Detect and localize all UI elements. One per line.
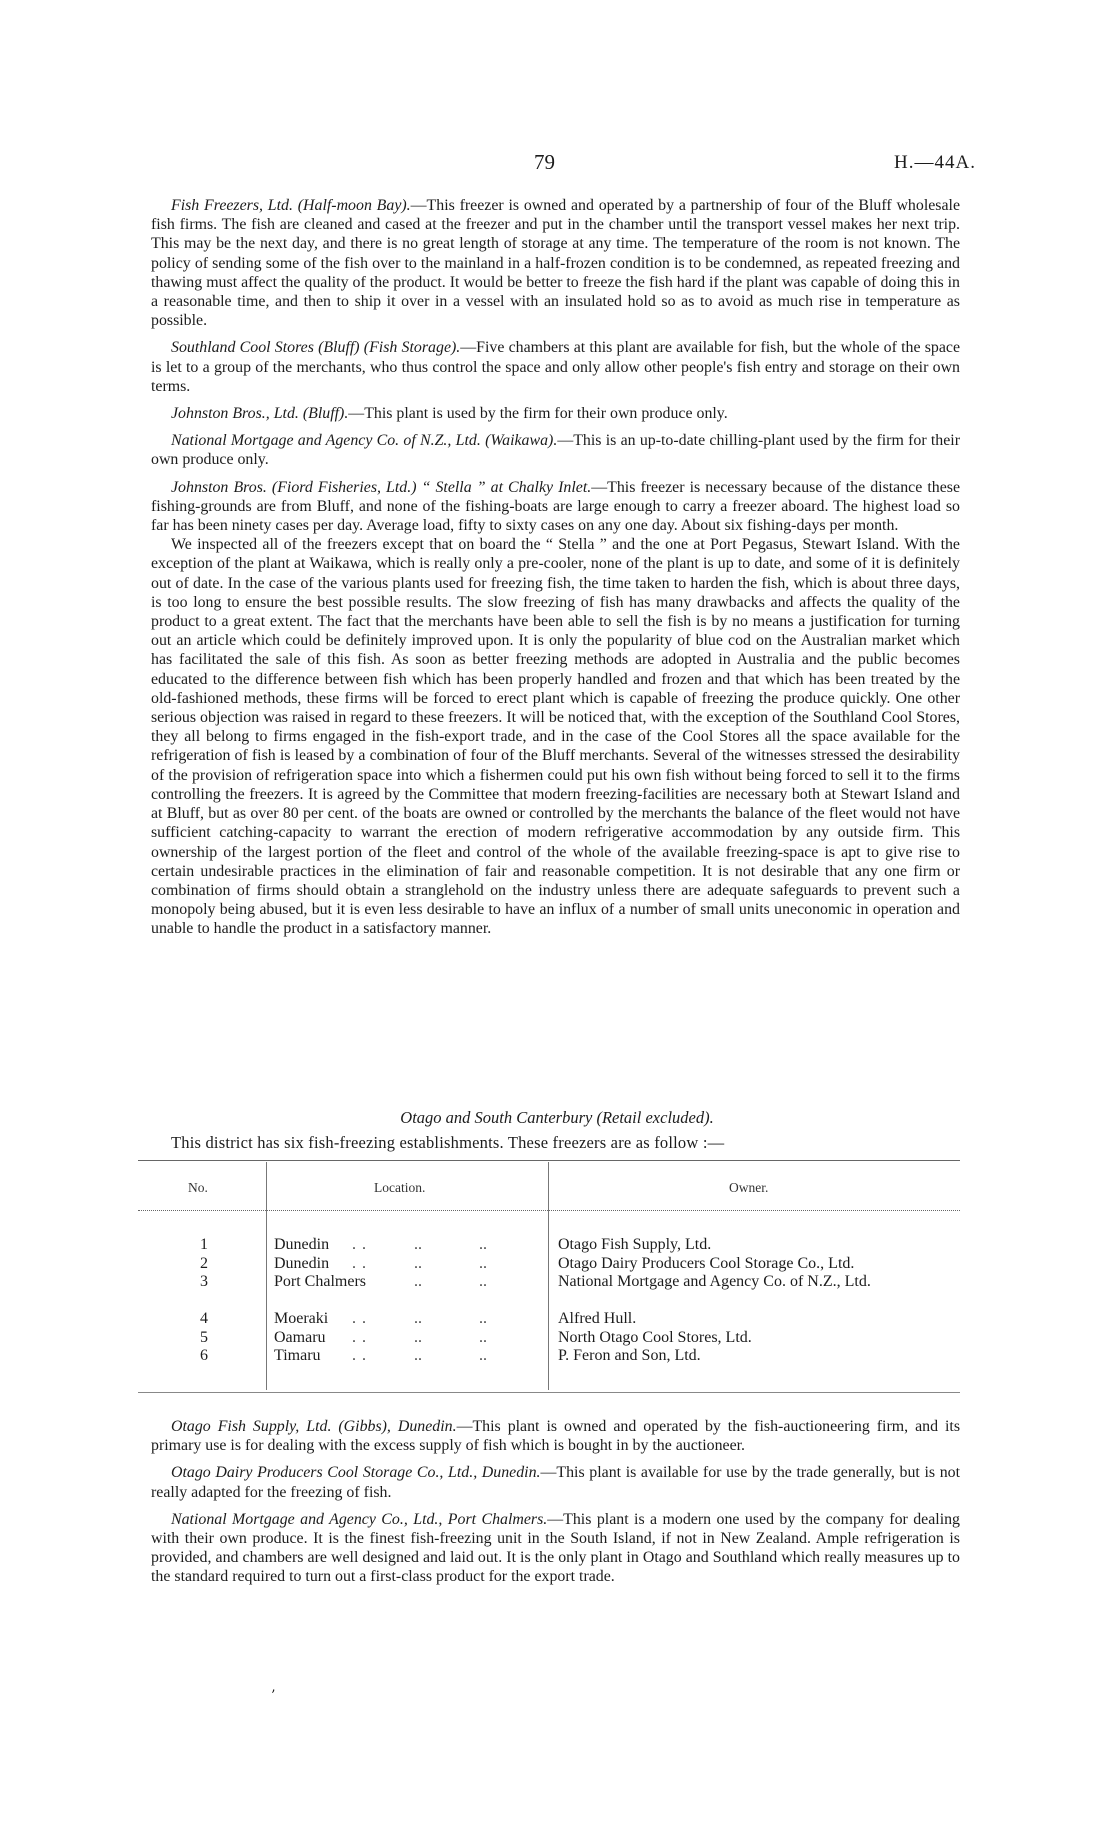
paragraph [151,535,960,938]
cell-no: 4 [200,1310,208,1327]
cell-owner: National Mortgage and Agency Co. of N.Z., Ltd. [558,1273,871,1290]
table-row [138,1255,960,1274]
cell-no: 2 [200,1254,208,1272]
paragraph-text: —This freezer is owned and operated by a partnership of four of the Bluff wholesale fish firms. The fish are cleaned and cased at the freezer and put in the chamber until the transport vessel makes her next trip. This may be the next day, and there is no great length of storage at any time. The temperature of the room is not known. The policy of sending some of the fish over to the mainland in a half-frozen condition is to be condemned, as repeated freezing and thawing must affect the quality of the product. It would be better to freeze the fish hard if the plant was capable of doing this in a reasonable time, and then to ship it over in a vessel with an insulated hold so as to avoid as much rise in temperature as possible. [151,197,960,330]
paragraph-entity: Otago Fish Supply, Ltd. (Gibbs), Dunedin. [171,1418,457,1435]
page-header [0,150,1114,180]
cell-no: 5 [200,1328,208,1346]
paragraph-text: —This plant is available for use by the trade generally, but is not really adapted for the freezing of fish. [151,1464,961,1501]
table-header-rule [138,1210,960,1211]
freezers-table [138,1160,960,1396]
cell-no: 3 [200,1273,208,1290]
table-row [138,1236,960,1255]
paragraph [151,404,960,423]
table-row [138,1347,960,1366]
paragraph [151,1510,960,1587]
column-header-no: No. [188,1180,208,1195]
cell-owner: Alfred Hull. [558,1310,637,1327]
cell-location: Dunedin .. .. .. [274,1236,487,1253]
table-top-rule [138,1160,960,1161]
document-reference: H.—44A. [894,152,976,173]
cell-no: 6 [200,1347,208,1364]
paragraph-text: —This plant is used by the firm for their own produce only. [348,405,728,423]
cell-owner: Otago Dairy Producers Cool Storage Co., Ltd. [558,1254,855,1272]
cell-no: 1 [200,1236,208,1253]
cell-location: Moeraki .. .. .. [274,1310,487,1327]
stray-ink-mark: ’ [271,1688,276,1704]
paragraph-text: We inspected all of the freezers except that on board the “ Stella ” and the one at Port Pegasus, Stewart Island. With the exception of the plant at Waikawa, which is really only a pre-cooler, none of the plant is up to date, and some of it is definitely out of date. In the case of the various plants used for freezing fish, the time taken to harden the fish, which is about three days, is too long to ensure the best possible results. The slow freezing of fish has many drawbacks and affects the quality of the product to a great extent. The fact that the merchants have been able to sell the fish is by no means a justification for turning out an article which could be definitely improved upon. It is only the popularity of blue cod on the Australian market which has facilitated the sale of this fish. As soon as better freezing methods are adopted in Australia and the public becomes educated to the difference between fish which has been properly handled and frozen and that which has been treated by the old-fashioned methods, these firms will be forced to erect plant which is capable of freezing the produce quickly. One other serious objection was raised in regard to these freezers. It will be noticed that, with the exception of the Southland Cool Stores, they all belong to firms engaged in the fish-export trade, and in the case of the Cool Stores all the space available for the refrigeration of fish is leased by a combination of four of the Bluff merchants. Several of the witnesses stressed the desirability of the provision of refrigeration space into which a fishermen could put his own fish without being forced to sell it to the firms controlling the freezers. It is agreed by the Committee that modern freezing-facilities are necessary both at Stewart Island and at Bluff, but as over 80 per cent. of the boats are owned or controlled by the merchants the balance of the fleet would not have sufficient catching-capacity to warrant the erection of modern refrigerative accommodation by any outside firm. This ownership of the largest portion of the fleet and control of the whole of the available freezing-space is apt to give rise to certain undesirable practices in the elimination of fair and reasonable competition. It is not desirable that any one firm or combination of firms should obtain a stranglehold on the industry unless there are adequate safeguards to prevent such a monopoly being abused, but it is even less desirable to have an influx of a number of small units uneconomic in operation and unable to handle the product in a satisfactory manner. [151,536,960,938]
paragraph [151,196,960,330]
paragraph-entity: Fish Freezers, Ltd. (Half-moon Bay). [171,197,411,214]
table-row [138,1329,960,1348]
paragraph-text: —This freezer is necessary because of the distance these fishing-grounds are from Bluff, and none of the fishing-boats are large enough to carry a freezer aboard. The highest load so far has been ninety cases per day. Average load, fifty to sixty cases on any one day. About six fishing-days per month. [151,478,960,535]
paragraph [151,1417,960,1455]
paragraph-text: —Five chambers at this plant are available for fish, but the whole of the space is let to a group of the merchants, who thus control the space and only allow other people's fish entry and storage on their own terms. [151,339,961,395]
column-header-owner: Owner. [729,1180,769,1195]
cell-owner: North Otago Cool Stores, Ltd. [558,1328,752,1346]
table-row [138,1310,960,1329]
paragraph [151,478,960,536]
paragraph [151,1463,960,1501]
paragraph-entity: Southland Cool Stores (Bluff) (Fish Storage). [171,339,461,357]
paragraph-entity: National Mortgage and Agency Co., Ltd., Port Chalmers. [171,1510,548,1528]
cell-location: Port Chalmers .. .. [274,1273,487,1290]
cell-owner: Otago Fish Supply, Ltd. [558,1236,712,1253]
paragraph [151,338,960,396]
paragraph [151,431,960,469]
section-heading: Otago and South Canterbury (Retail excluded). [400,1108,714,1127]
section-intro: This district has six fish-freezing establishments. These freezers are as follow :— [171,1133,725,1152]
cell-location: Dunedin .. .. .. [274,1254,487,1272]
table-row [138,1273,960,1310]
table-bottom-rule [138,1392,960,1393]
column-header-location: Location. [374,1180,426,1195]
paragraph-entity: Otago Dairy Producers Cool Storage Co., Ltd., Dunedin. [171,1464,541,1482]
paragraph-entity: Johnston Bros., Ltd. (Bluff). [171,405,349,423]
upper-body-text [151,196,960,947]
cell-location: Oamaru .. .. .. [274,1328,487,1346]
paragraph-text: —This plant is owned and operated by the fish-auctioneering firm, and its primary use is for dealing with the excess supply of fish which is bought in by the auctioneer. [151,1418,960,1455]
cell-owner: P. Feron and Son, Ltd. [558,1347,701,1364]
paragraph-entity: Johnston Bros. (Fiord Fisheries, Ltd.) “ Stella ” at Chalky Inlet. [171,478,592,496]
lower-body-text [151,1417,960,1595]
page-number: 79 [534,150,555,174]
paragraph-entity: National Mortgage and Agency Co. of N.Z., Ltd. (Waikawa). [171,432,558,450]
table-body [138,1236,960,1366]
cell-location: Timaru .. .. .. [274,1347,487,1364]
paragraph-text: —This plant is a modern one used by the company for dealing with their own produce. It is the finest fish-freezing unit in the South Island, if not in New Zealand. Ample refrigeration is provided, and chambers are well designed and laid out. It is the only plant in Otago and Southland which really measures up to the standard required to turn out a first-class product for the export trade. [151,1510,960,1586]
paragraph-text: —This is an up-to-date chilling-plant used by the firm for their own produce only. [151,432,960,469]
